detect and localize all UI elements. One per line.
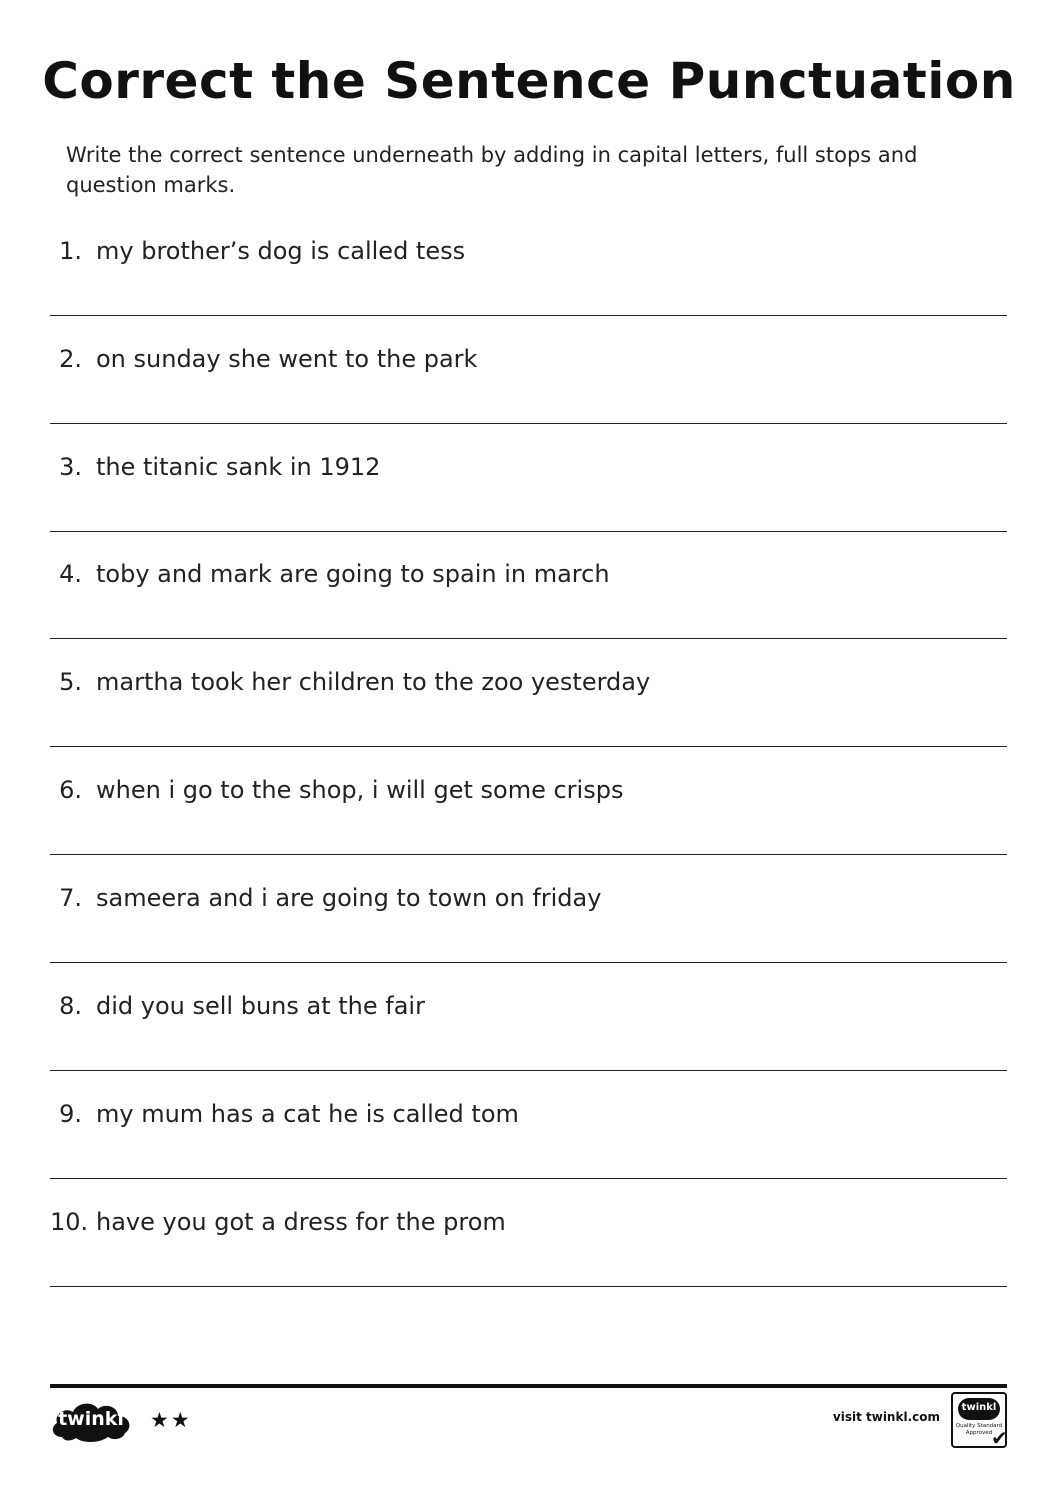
answer-line[interactable] [50,423,1007,424]
answer-line[interactable] [50,962,1007,963]
question-number: 6. [59,776,82,804]
question-number: 3. [59,453,82,481]
checkmark-icon: ✔ [991,1426,1008,1450]
answer-line[interactable] [50,854,1007,855]
answer-line[interactable] [50,746,1007,747]
question-item [50,667,1007,775]
question-item [50,452,1007,560]
question-text: my mum has a cat he is called tom [96,1100,519,1128]
answer-line[interactable] [50,1286,1007,1287]
question-number: 7. [59,884,82,912]
badge-caption: Quality Standard Approved [955,1423,1003,1436]
answer-line[interactable] [50,1178,1007,1179]
answer-line[interactable] [50,315,1007,316]
question-number: 10. [50,1208,89,1236]
question-item [50,344,1007,452]
question-text: have you got a dress for the prom [96,1208,506,1236]
question-text: the titanic sank in 1912 [96,453,381,481]
question-text: did you sell buns at the fair [96,992,425,1020]
twinkl-logo [48,1397,134,1445]
answer-line[interactable] [50,531,1007,532]
instructions-text: Write the correct sentence underneath by adding in capital letters, full stops and question marks. [66,143,918,197]
question-text: when i go to the shop, i will get some crisps [96,776,624,804]
badge-logo-text: twinkl [961,1402,997,1413]
question-number: 9. [59,1100,82,1128]
footer-divider [50,1384,1007,1388]
question-number: 2. [59,345,82,373]
question-text: toby and mark are going to spain in march [96,560,610,588]
question-number: 1. [59,237,82,265]
question-item [50,1207,1007,1315]
question-item [50,883,1007,991]
question-text: martha took her children to the zoo yesterday [96,668,651,696]
question-item [50,236,1007,344]
answer-line[interactable] [50,1070,1007,1071]
difficulty-stars-icon: ★★ [150,1408,192,1432]
question-text: my brother’s dog is called tess [96,237,466,265]
twinkl-logo-text: twinkl [58,1408,124,1430]
question-text: sameera and i are going to town on friday [96,884,602,912]
question-item [50,1099,1007,1207]
question-text: on sunday she went to the park [96,345,478,373]
answer-line[interactable] [50,638,1007,639]
question-number: 4. [59,560,82,588]
question-item [50,775,1007,883]
quality-standard-badge [951,1392,1009,1450]
question-item [50,991,1007,1099]
page-title: Correct the Sentence Punctuation [42,52,1016,110]
question-item [50,559,1007,667]
question-number: 5. [59,668,82,696]
visit-link[interactable]: visit twinkl.com [832,1410,940,1424]
question-number: 8. [59,992,82,1020]
